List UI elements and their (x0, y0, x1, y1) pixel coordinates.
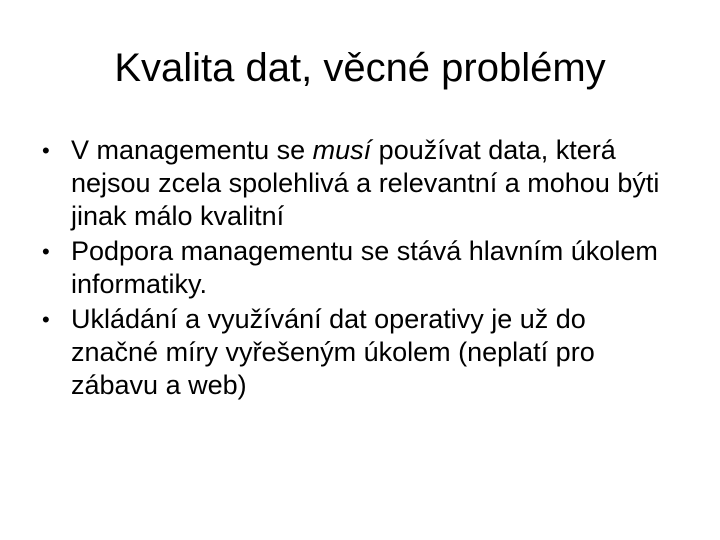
bullet-item (40, 303, 680, 402)
bullet-text: Podpora managementu se stává hlavním úkolem informatiky. (71, 236, 658, 299)
bullet-list (40, 134, 680, 404)
bullet-text: Ukládání a využívání dat operativy je už do značné míry vyřešeným úkolem (neplatí pro zábavu a web) (71, 304, 595, 400)
bullet-item (40, 235, 680, 301)
bullet-item (40, 134, 680, 233)
bullet-point-icon: • (42, 239, 50, 264)
bullet-text-emphasis: musí (312, 135, 372, 165)
bullet-point-icon: • (42, 307, 50, 332)
bullet-point-icon: • (42, 138, 50, 163)
bullet-text-start: V managementu se (71, 135, 313, 165)
bullet-text-end: používat data, která nejsou zcela spolehlivá a relevantní a mohou býti jinak málo kvalitní (71, 135, 660, 231)
slide-title: Kvalita dat, věcné problémy (114, 46, 606, 90)
